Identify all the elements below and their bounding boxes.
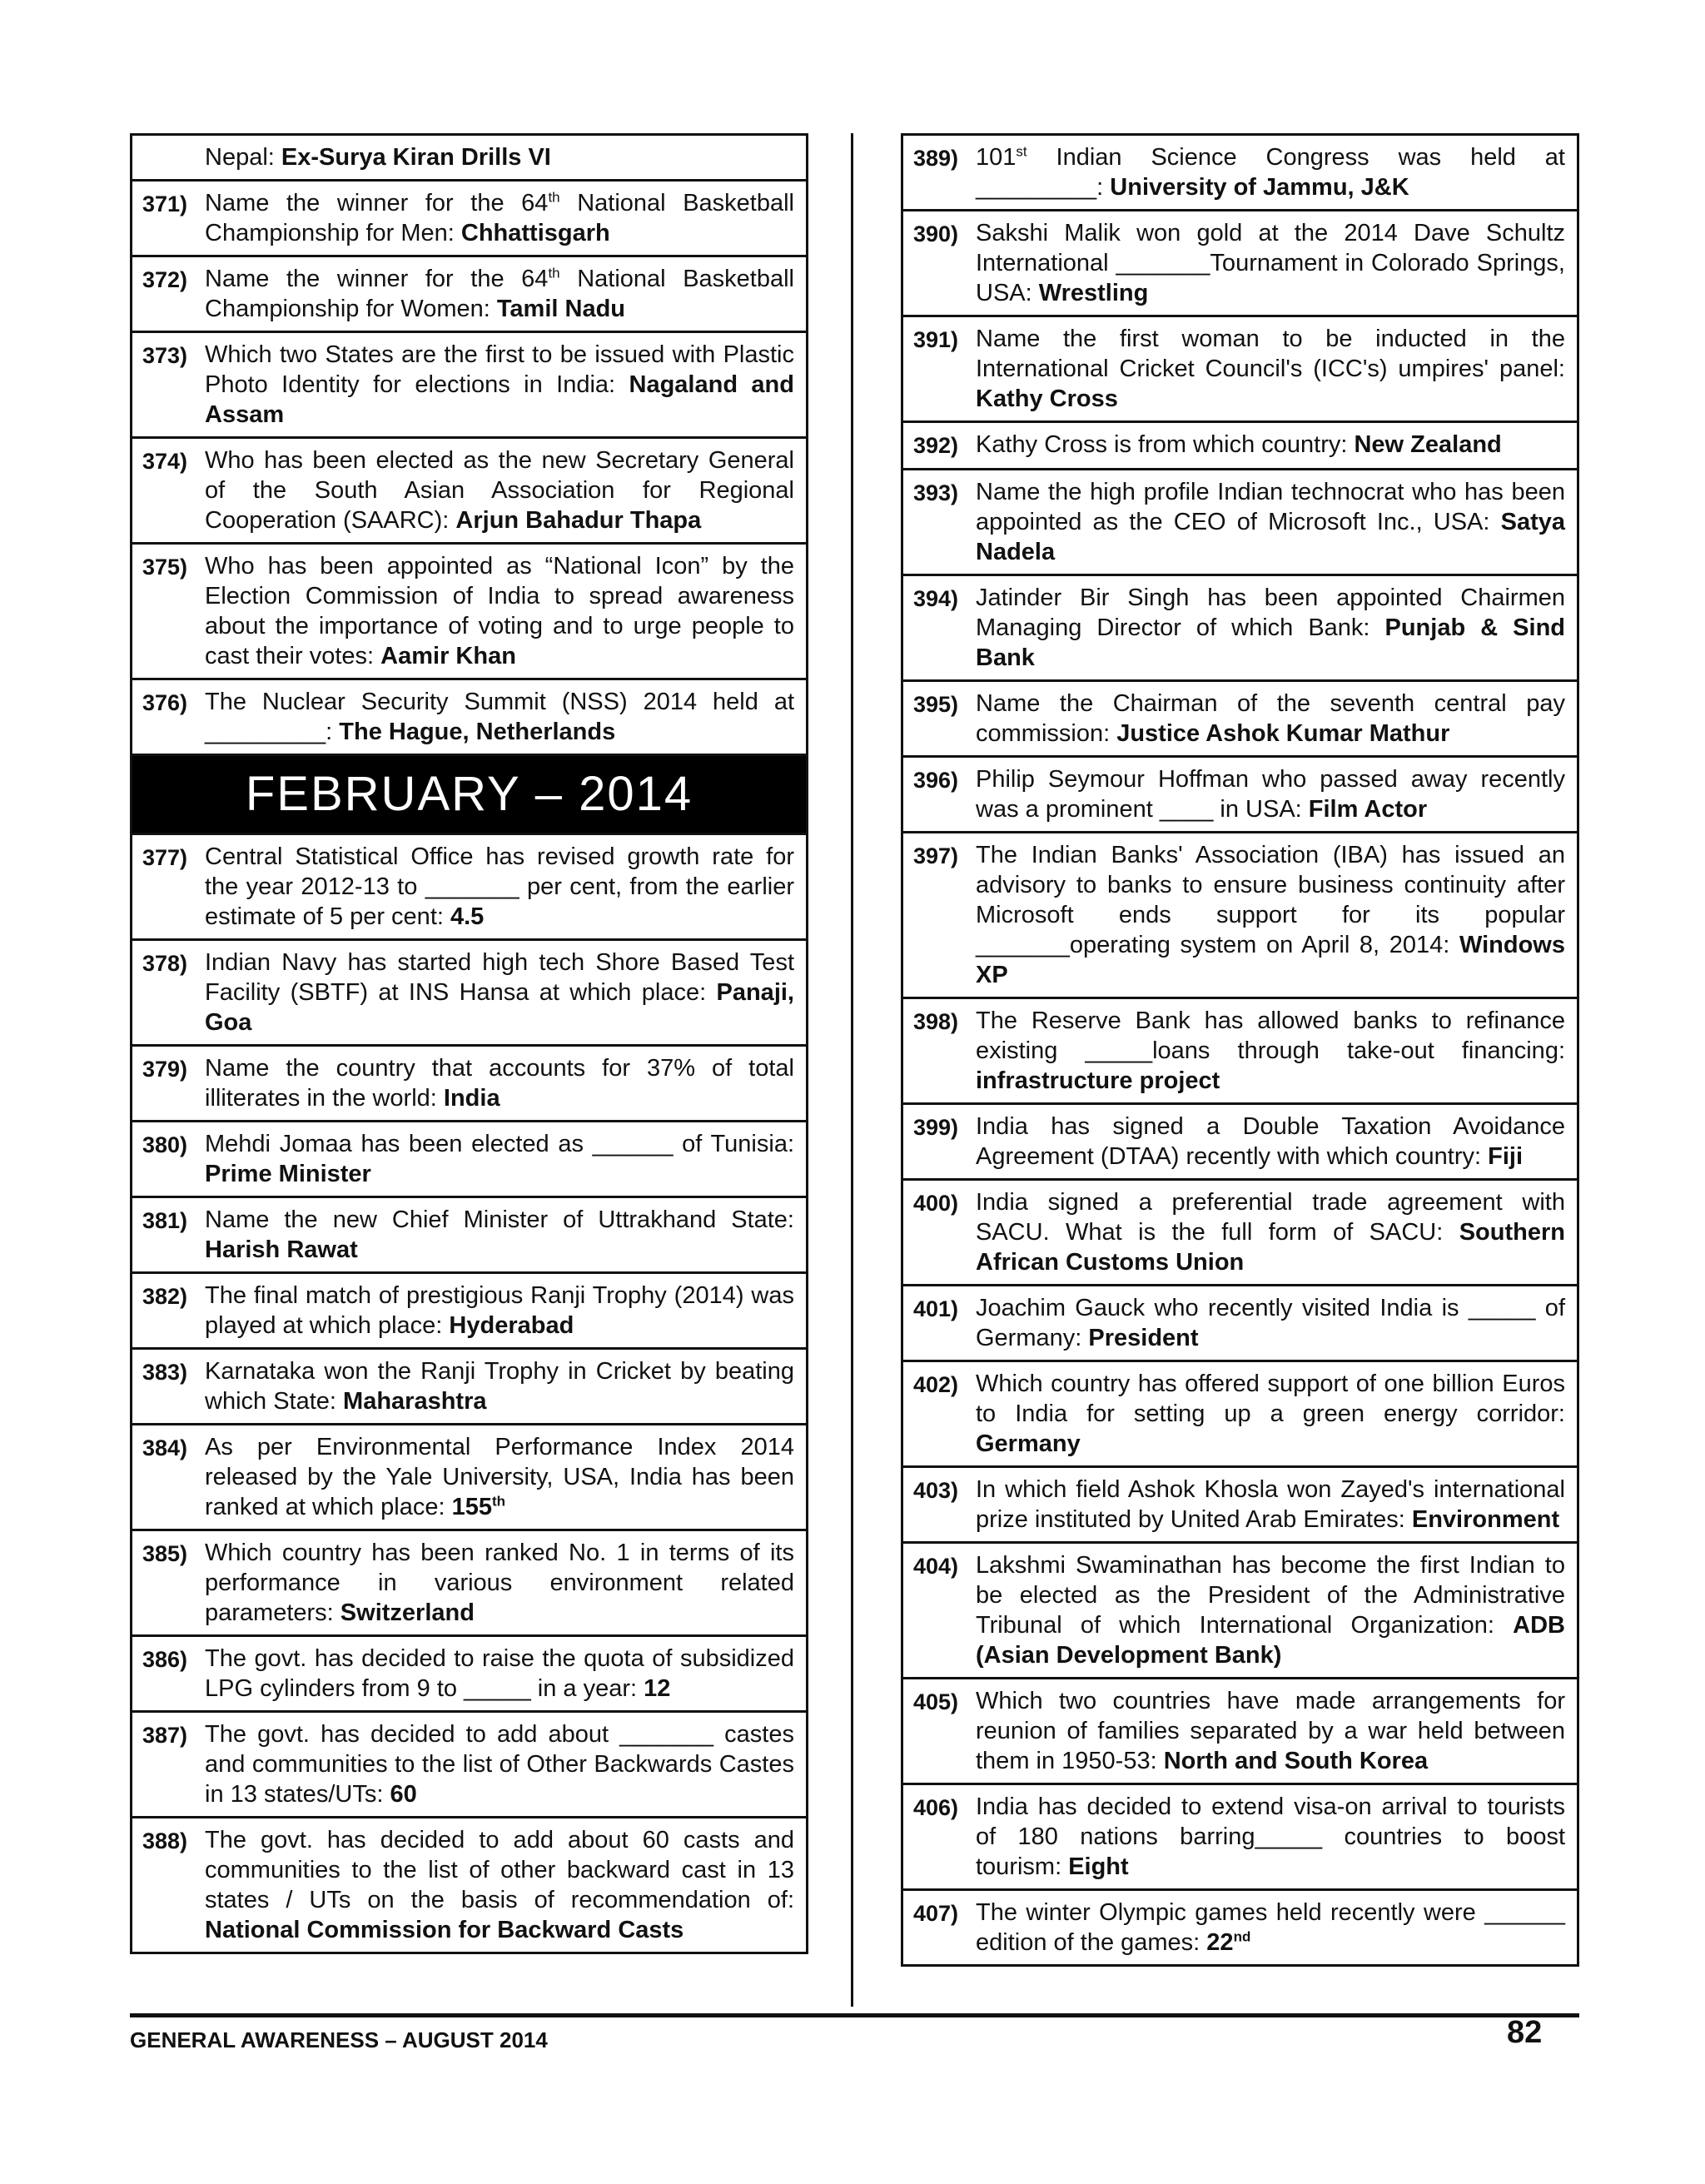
question-text: The Indian Banks' Association (IBA) has issued an advisory to banks to ensure business continuity after Microsoft ends support for its popular _______operating system on April 8, 2014: (976, 842, 1565, 958)
question-number: 402) (913, 1372, 959, 1397)
question-item (903, 1360, 1577, 1465)
question-text: Name the winner for the 64th National Basketball Championship for Women: (205, 265, 794, 322)
question-number: 374) (142, 449, 188, 474)
question-list-february (132, 833, 806, 1952)
page-number: 82 (1507, 2015, 1543, 2050)
question-number: 393) (913, 480, 959, 505)
month-banner: FEBRUARY – 2014 (132, 754, 806, 833)
answer-text: India (443, 1085, 500, 1112)
answer-text: Ex-Surya Kiran Drills VI (281, 144, 551, 171)
answer-text: Panaji, Goa (205, 979, 794, 1036)
question-number: 407) (913, 1901, 959, 1926)
question-text: The final match of prestigious Ranji Trophy (2014) was played at which place: (205, 1282, 794, 1339)
answer-text: 155th (451, 1493, 506, 1520)
question-text: In which field Ashok Khosla won Zayed's international prize instituted by United Arab Emirates: (976, 1476, 1565, 1533)
column-divider (851, 133, 853, 2007)
answer-text: Environment (1411, 1506, 1560, 1533)
question-number: 380) (142, 1132, 188, 1157)
right-question-column (901, 133, 1579, 1967)
question-number: 383) (142, 1360, 188, 1385)
question-item (132, 1271, 806, 1347)
answer-text: Fiji (1488, 1143, 1524, 1170)
question-text: Which country has offered support of one billion Euros to India for setting up a green energy corridor: (976, 1371, 1565, 1427)
question-text: The govt. has decided to add about 60 casts and communities to the list of other backward cast in 13 states / UTs on the basis of recommendation of: (205, 1827, 794, 1913)
question-number: 401) (913, 1296, 959, 1321)
question-text: Name the country that accounts for 37% of total illiterates in the world: (205, 1055, 794, 1112)
question-text: Nepal: (205, 144, 281, 171)
question-text: Sakshi Malik won gold at the 2014 Dave Schultz International _______Tournament in Colorado Springs, USA: (976, 220, 1565, 306)
question-item (132, 938, 806, 1044)
answer-text: Prime Minister (205, 1161, 371, 1187)
question-number: 378) (142, 951, 188, 976)
footer-rule (130, 2013, 1579, 2017)
question-text: Mehdi Jomaa has been elected as ______ of Tunisia: (205, 1131, 794, 1157)
answer-text: Chhattisgarh (460, 220, 610, 246)
question-number: 394) (913, 586, 959, 611)
question-item (132, 1710, 806, 1816)
question-item (132, 1347, 806, 1423)
question-text: Kathy Cross is from which country: (976, 431, 1355, 458)
question-list-right (903, 136, 1577, 1964)
question-text: Lakshmi Swaminathan has become the first Indian to be elected as the President of the Administrative Tribunal of which International Organization: (976, 1552, 1565, 1639)
question-number: 396) (913, 768, 959, 793)
answer-text: Kathy Cross (976, 386, 1118, 412)
question-number: 382) (142, 1284, 188, 1309)
question-text: Which two countries have made arrangements for reunion of families separated by a war held between them in 1950-53: (976, 1688, 1565, 1774)
question-item (132, 436, 806, 542)
question-number: 384) (142, 1435, 188, 1460)
question-number: 376) (142, 690, 188, 715)
question-number: 371) (142, 192, 188, 216)
question-number: 379) (142, 1057, 188, 1082)
answer-text: Wrestling (1038, 280, 1149, 306)
answer-text: Satya Nadela (976, 509, 1565, 565)
answer-text: Aamir Khan (380, 643, 516, 669)
question-item (132, 1816, 806, 1952)
question-item (903, 1284, 1577, 1360)
answer-text: The Hague, Netherlands (339, 719, 616, 745)
left-question-column (130, 133, 808, 1954)
question-number: 373) (142, 343, 188, 368)
question-text: As per Environmental Performance Index 2014 released by the Yale University, USA, India has been ranked at which place: (205, 1434, 794, 1520)
question-number: 375) (142, 555, 188, 580)
question-text: Philip Seymour Hoffman who passed away recently was a prominent ____ in USA: (976, 766, 1565, 823)
answer-text: National Commission for Backward Casts (205, 1917, 684, 1943)
answer-text: 22nd (1206, 1928, 1251, 1956)
question-item (903, 209, 1577, 315)
answer-text: infrastructure project (976, 1067, 1220, 1094)
question-text: The Nuclear Security Summit (NSS) 2014 held at _________: (205, 689, 794, 745)
question-number: 388) (142, 1828, 188, 1853)
question-number: 406) (913, 1795, 959, 1820)
question-number: 389) (913, 146, 959, 171)
question-item (903, 574, 1577, 679)
question-item (903, 1783, 1577, 1888)
question-item (132, 1423, 806, 1529)
question-number: 387) (142, 1723, 188, 1748)
answer-text: 12 (644, 1675, 671, 1702)
question-number: 397) (913, 843, 959, 868)
question-item (903, 315, 1577, 420)
answer-text: Southern African Customs Union (976, 1219, 1565, 1276)
question-text: Name the first woman to be inducted in the International Cricket Council's (ICC's) umpires' panel: (976, 326, 1565, 382)
question-item (903, 136, 1577, 209)
question-list-january (132, 179, 806, 754)
question-item (903, 679, 1577, 755)
question-text: Jatinder Bir Singh has been appointed Chairmen Managing Director of which Bank: (976, 585, 1565, 641)
question-item (132, 179, 806, 255)
answer-text: Germany (976, 1430, 1081, 1457)
question-text: Name the Chairman of the seventh central pay commission: (976, 690, 1565, 747)
question-text: The govt. has decided to add about _______ castes and communities to the list of Other Backwards Castes in 13 states/UTs: (205, 1721, 794, 1808)
question-item (132, 1196, 806, 1271)
question-number: 390) (913, 221, 959, 246)
answer-text: Maharashtra (343, 1388, 487, 1415)
question-item (903, 1541, 1577, 1677)
question-text: Karnataka won the Ranji Trophy in Cricket by beating which State: (205, 1358, 794, 1415)
answer-text: Eight (1068, 1853, 1129, 1880)
question-text: 101st Indian Science Congress was held at _________: (976, 143, 1565, 201)
question-item (132, 833, 806, 938)
answer-text: Harish Rawat (205, 1236, 358, 1263)
answer-text: Windows XP (976, 932, 1565, 988)
question-number: 372) (142, 267, 188, 292)
answer-text: 4.5 (450, 903, 485, 930)
question-text: Indian Navy has started high tech Shore Based Test Facility (SBTF) at INS Hansa at which place: (205, 949, 794, 1006)
question-number: 399) (913, 1115, 959, 1140)
question-number: 398) (913, 1009, 959, 1034)
question-text: The govt. has decided to raise the quota of subsidized LPG cylinders from 9 to _____ in a year: (205, 1645, 794, 1702)
question-text: Name the winner for the 64th National Basketball Championship for Men: (205, 189, 794, 246)
answer-text: Justice Ashok Kumar Mathur (1116, 720, 1450, 747)
question-number: 405) (913, 1689, 959, 1714)
question-number: 386) (142, 1647, 188, 1672)
question-text: Name the high profile Indian technocrat who has been appointed as the CEO of Microsoft Inc., USA: (976, 479, 1565, 535)
question-item (903, 1465, 1577, 1541)
answer-text: President (1088, 1325, 1199, 1351)
answer-text: University of Jammu, J&K (1110, 174, 1409, 201)
answer-text: New Zealand (1354, 431, 1502, 458)
question-item (903, 831, 1577, 997)
question-item (903, 1677, 1577, 1783)
answer-text: Tamil Nadu (496, 296, 626, 322)
question-item (132, 331, 806, 436)
question-text: Which country has been ranked No. 1 in terms of its performance in various environment related parameters: (205, 1540, 794, 1626)
answer-text: Hyderabad (449, 1312, 574, 1339)
answer-text: Punjab & Sind Bank (976, 614, 1565, 671)
answer-text: Switzerland (340, 1599, 475, 1626)
question-item (132, 1634, 806, 1710)
question-item (903, 468, 1577, 574)
question-text: India has signed a Double Taxation Avoidance Agreement (DTAA) recently with which country: (976, 1113, 1565, 1170)
question-number: 385) (142, 1541, 188, 1566)
answer-text: North and South Korea (1163, 1748, 1429, 1774)
question-item (132, 1120, 806, 1196)
question-item (903, 420, 1577, 468)
question-item (903, 1178, 1577, 1284)
question-text: Which two States are the first to be issued with Plastic Photo Identity for elections in India: (205, 341, 794, 398)
question-number: 392) (913, 433, 959, 458)
question-text: Joachim Gauck who recently visited India is _____ of Germany: (976, 1295, 1565, 1351)
question-number: 403) (913, 1478, 959, 1503)
question-number: 377) (142, 845, 188, 870)
question-text: India has decided to extend visa-on arrival to tourists of 180 nations barring_____ countries to boost tourism: (976, 1793, 1565, 1880)
question-text: The Reserve Bank has allowed banks to refinance existing _____loans through take-out financing: (976, 1007, 1565, 1064)
question-item (132, 1529, 806, 1634)
answer-text: 60 (390, 1781, 417, 1808)
question-number: 381) (142, 1208, 188, 1233)
question-number: 391) (913, 327, 959, 352)
question-item (903, 755, 1577, 831)
answer-text: Nagaland and Assam (205, 371, 794, 428)
answer-text: ADB (Asian Development Bank) (976, 1612, 1565, 1669)
question-item (132, 1044, 806, 1120)
question-text: The winter Olympic games held recently were ______ edition of the games: (976, 1899, 1565, 1956)
question-item (132, 255, 806, 331)
question-item (903, 997, 1577, 1102)
question-item (903, 1102, 1577, 1178)
question-text: Name the new Chief Minister of Uttrakhand State: (205, 1206, 794, 1233)
answer-text: Film Actor (1308, 796, 1428, 823)
question-number: 395) (913, 692, 959, 717)
question-item (903, 1888, 1577, 1964)
answer-text: Arjun Bahadur Thapa (455, 507, 702, 534)
question-text: Who has been elected as the new Secretary General of the South Asian Association for Regional Cooperation (SAARC): (205, 447, 794, 534)
question-text: Central Statistical Office has revised growth rate for the year 2012-13 to _______ per cent, from the earlier estimate of 5 per cent: (205, 843, 794, 930)
question-item (132, 542, 806, 678)
question-item (132, 678, 806, 754)
question-number: 404) (913, 1554, 959, 1579)
continuation-item (132, 136, 806, 179)
question-text: India signed a preferential trade agreement with SACU. What is the full form of SACU: (976, 1189, 1565, 1246)
question-text: Who has been appointed as “National Icon” by the Election Commission of India to spread awareness about the importance of voting and to urge people to cast their votes: (205, 553, 794, 669)
question-number: 400) (913, 1191, 959, 1216)
footer-title: GENERAL AWARENESS – AUGUST 2014 (130, 2027, 548, 2052)
